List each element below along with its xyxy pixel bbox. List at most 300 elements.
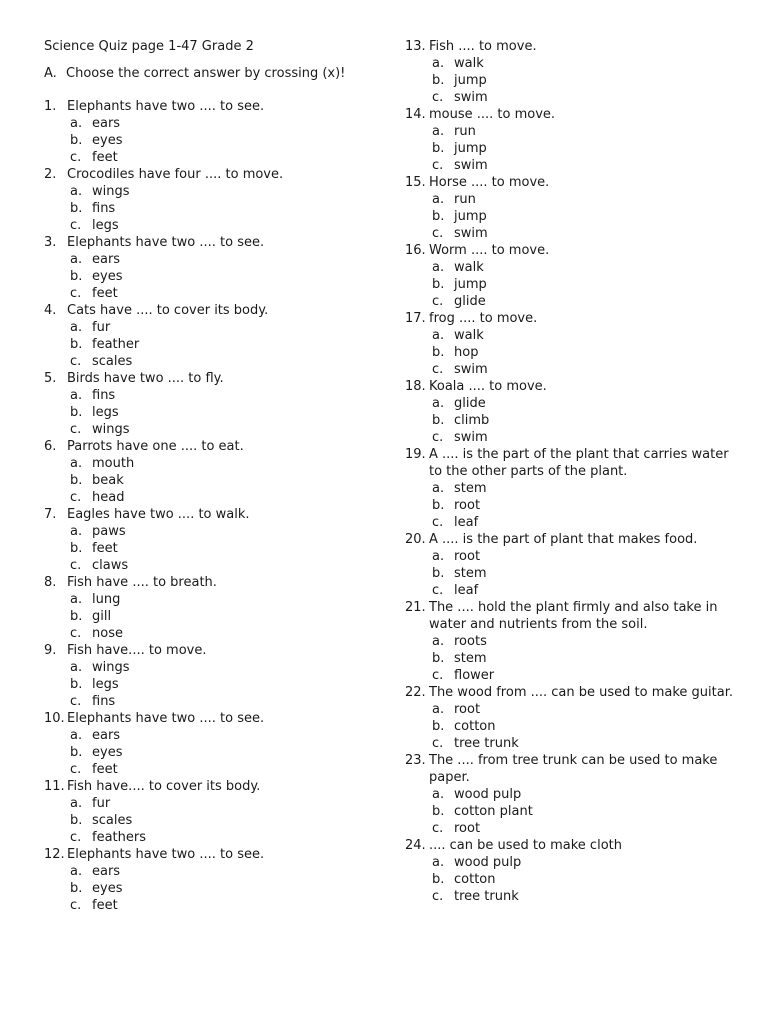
question-item [405, 242, 735, 310]
option-text: fur [92, 320, 111, 335]
option-text: legs [92, 405, 119, 420]
question-number: 24. [405, 838, 426, 853]
question-header [405, 38, 735, 55]
option-text: legs [92, 218, 119, 233]
instruction-section-letter: A. [44, 66, 57, 81]
option-text: hop [454, 345, 479, 360]
option-text: walk [454, 328, 484, 343]
answer-options [44, 387, 384, 438]
answer-options [405, 259, 735, 310]
option-text: fins [92, 694, 116, 709]
question-item [405, 599, 735, 684]
option-letter: b. [70, 813, 83, 828]
answer-option [44, 285, 384, 302]
answer-option [44, 455, 384, 472]
option-text: ears [92, 864, 121, 879]
question-number: 3. [44, 235, 57, 250]
option-text: swim [454, 158, 488, 173]
answer-options [405, 854, 735, 905]
question-header [44, 642, 384, 659]
question-item [405, 38, 735, 106]
answer-option [405, 718, 735, 735]
right-question-column [405, 38, 735, 905]
question-header [405, 531, 735, 548]
question-item [44, 370, 384, 438]
question-number: 12. [44, 847, 65, 862]
option-text: wood pulp [454, 855, 522, 870]
answer-options [405, 480, 735, 531]
answer-option [44, 880, 384, 897]
question-header [44, 98, 384, 115]
question-item [44, 302, 384, 370]
option-letter: c. [70, 762, 82, 777]
answer-option [405, 395, 735, 412]
answer-options [44, 115, 384, 166]
question-header [405, 684, 735, 701]
answer-option [405, 480, 735, 497]
option-letter: b. [432, 209, 445, 224]
answer-option [405, 667, 735, 684]
option-letter: c. [432, 362, 444, 377]
option-letter: c. [70, 558, 82, 573]
option-text: tree trunk [454, 889, 519, 904]
option-letter: c. [70, 626, 82, 641]
option-text: jump [454, 209, 487, 224]
option-letter: c. [70, 422, 82, 437]
option-letter: b. [70, 201, 83, 216]
question-header [44, 302, 384, 319]
option-text: climb [454, 413, 490, 428]
option-letter: a. [432, 260, 445, 275]
answer-option [44, 404, 384, 421]
option-text: lung [92, 592, 121, 607]
option-letter: c. [432, 430, 444, 445]
question-text: frog .... to move. [429, 311, 538, 326]
answer-options [44, 591, 384, 642]
option-text: cotton plant [454, 804, 533, 819]
option-text: feathers [92, 830, 146, 845]
question-number: 6. [44, 439, 57, 454]
option-letter: a. [70, 592, 83, 607]
answer-options [44, 455, 384, 506]
option-text: eyes [92, 269, 123, 284]
question-text: Fish have.... to move. [67, 643, 207, 658]
option-letter: a. [432, 328, 445, 343]
option-letter: c. [70, 490, 82, 505]
option-text: roots [454, 634, 487, 649]
answer-option [44, 608, 384, 625]
option-letter: c. [70, 694, 82, 709]
option-letter: b. [70, 745, 83, 760]
question-number: 22. [405, 685, 426, 700]
answer-option [44, 353, 384, 370]
option-text: leaf [454, 515, 479, 530]
option-text: gill [92, 609, 112, 624]
answer-option [405, 361, 735, 378]
question-text: .... can be used to make cloth [429, 838, 622, 853]
question-number: 5. [44, 371, 57, 386]
question-header [44, 234, 384, 251]
answer-option [405, 854, 735, 871]
question-text: Elephants have two .... to see. [67, 99, 265, 114]
option-letter: c. [70, 218, 82, 233]
answer-options [44, 523, 384, 574]
option-text: cotton [454, 872, 496, 887]
option-letter: a. [70, 796, 83, 811]
question-number: 2. [44, 167, 57, 182]
instruction [44, 65, 345, 82]
option-text: wood pulp [454, 787, 522, 802]
option-text: flower [454, 668, 495, 683]
option-letter: a. [432, 549, 445, 564]
option-text: fur [92, 796, 111, 811]
option-text: jump [454, 277, 487, 292]
option-letter: b. [432, 498, 445, 513]
answer-option [405, 650, 735, 667]
option-letter: a. [432, 396, 445, 411]
question-item [405, 531, 735, 599]
question-text: Fish have .... to breath. [67, 575, 217, 590]
option-text: scales [92, 354, 133, 369]
answer-option [405, 89, 735, 106]
question-text: Elephants have two .... to see. [67, 711, 265, 726]
answer-option [405, 888, 735, 905]
option-text: root [454, 702, 481, 717]
option-letter: a. [70, 524, 83, 539]
question-item [405, 837, 735, 905]
option-letter: a. [432, 702, 445, 717]
question-item [44, 166, 384, 234]
question-text: Cats have .... to cover its body. [67, 303, 269, 318]
question-number: 16. [405, 243, 426, 258]
answer-option [44, 183, 384, 200]
answer-option [405, 259, 735, 276]
option-letter: a. [432, 634, 445, 649]
answer-options [44, 727, 384, 778]
option-text: run [454, 124, 476, 139]
answer-option [405, 820, 735, 837]
option-text: stem [454, 651, 487, 666]
answer-option [44, 744, 384, 761]
question-number: 19. [405, 447, 426, 462]
option-letter: b. [432, 413, 445, 428]
question-header [405, 378, 735, 395]
question-header [44, 846, 384, 863]
question-text: Crocodiles have four .... to move. [67, 167, 284, 182]
question-number: 13. [405, 39, 426, 54]
option-text: eyes [92, 133, 123, 148]
answer-option [44, 676, 384, 693]
question-header [405, 752, 735, 786]
answer-option [44, 149, 384, 166]
question-item [44, 574, 384, 642]
question-header [44, 438, 384, 455]
answer-options [44, 795, 384, 846]
answer-option [405, 735, 735, 752]
answer-option [405, 208, 735, 225]
answer-option [405, 514, 735, 531]
question-number: 8. [44, 575, 57, 590]
option-letter: a. [70, 116, 83, 131]
answer-option [44, 591, 384, 608]
option-letter: a. [70, 252, 83, 267]
option-letter: b. [70, 337, 83, 352]
option-text: feet [92, 150, 118, 165]
option-text: fins [92, 201, 116, 216]
option-letter: b. [70, 609, 83, 624]
answer-option [44, 132, 384, 149]
answer-options [405, 701, 735, 752]
answer-options [405, 123, 735, 174]
question-text: Fish .... to move. [429, 39, 537, 54]
answer-options [44, 319, 384, 370]
answer-options [44, 183, 384, 234]
option-text: root [454, 821, 481, 836]
option-text: scales [92, 813, 133, 828]
option-letter: c. [70, 830, 82, 845]
answer-option [44, 489, 384, 506]
answer-option [405, 72, 735, 89]
answer-options [405, 395, 735, 446]
question-number: 7. [44, 507, 57, 522]
option-letter: c. [70, 354, 82, 369]
answer-option [405, 225, 735, 242]
option-letter: a. [432, 192, 445, 207]
option-letter: c. [432, 821, 444, 836]
question-number: 23. [405, 753, 426, 768]
option-text: nose [92, 626, 123, 641]
option-text: wings [92, 660, 130, 675]
question-header [405, 106, 735, 123]
option-text: feet [92, 762, 118, 777]
option-text: stem [454, 566, 487, 581]
option-text: swim [454, 362, 488, 377]
question-header [44, 778, 384, 795]
option-text: swim [454, 90, 488, 105]
question-text: Birds have two .... to fly. [67, 371, 224, 386]
answer-option [44, 659, 384, 676]
option-letter: c. [432, 668, 444, 683]
option-letter: c. [70, 150, 82, 165]
option-text: legs [92, 677, 119, 692]
answer-option [405, 123, 735, 140]
question-number: 18. [405, 379, 426, 394]
question-item [44, 642, 384, 710]
question-item [405, 378, 735, 446]
option-letter: a. [432, 481, 445, 496]
answer-option [405, 140, 735, 157]
question-number: 14. [405, 107, 426, 122]
option-text: feet [92, 286, 118, 301]
option-letter: b. [70, 405, 83, 420]
answer-option [405, 582, 735, 599]
option-letter: a. [70, 388, 83, 403]
question-number: 11. [44, 779, 65, 794]
answer-option [44, 761, 384, 778]
option-letter: a. [70, 728, 83, 743]
question-text: A .... is the part of the plant that carries water to the other parts of the plant. [429, 447, 729, 479]
question-header [44, 506, 384, 523]
answer-option [44, 557, 384, 574]
question-header [405, 310, 735, 327]
question-text: Elephants have two .... to see. [67, 847, 265, 862]
option-letter: c. [432, 736, 444, 751]
option-letter: a. [432, 787, 445, 802]
answer-option [405, 633, 735, 650]
answer-option [44, 200, 384, 217]
answer-options [44, 659, 384, 710]
option-text: wings [92, 422, 130, 437]
question-item [405, 174, 735, 242]
option-text: jump [454, 141, 487, 156]
question-item [44, 778, 384, 846]
answer-option [44, 387, 384, 404]
answer-option [405, 191, 735, 208]
option-text: swim [454, 430, 488, 445]
option-letter: b. [432, 345, 445, 360]
answer-options [44, 251, 384, 302]
answer-option [405, 293, 735, 310]
question-item [405, 106, 735, 174]
answer-option [405, 276, 735, 293]
option-text: wings [92, 184, 130, 199]
question-item [44, 234, 384, 302]
quiz-title: Science Quiz page 1-47 Grade 2 [44, 39, 254, 54]
answer-option [44, 863, 384, 880]
answer-option [405, 565, 735, 582]
option-letter: a. [432, 56, 445, 71]
answer-option [405, 497, 735, 514]
answer-option [405, 786, 735, 803]
answer-options [405, 55, 735, 106]
option-letter: b. [70, 881, 83, 896]
option-text: fins [92, 388, 116, 403]
answer-option [44, 319, 384, 336]
question-text: mouse .... to move. [429, 107, 556, 122]
question-text: Elephants have two .... to see. [67, 235, 265, 250]
option-text: claws [92, 558, 129, 573]
question-text: Eagles have two .... to walk. [67, 507, 250, 522]
question-item [405, 446, 735, 531]
option-letter: a. [70, 660, 83, 675]
answer-option [44, 336, 384, 353]
option-letter: c. [432, 90, 444, 105]
option-text: feet [92, 541, 118, 556]
answer-option [405, 412, 735, 429]
question-number: 20. [405, 532, 426, 547]
answer-option [44, 540, 384, 557]
option-text: root [454, 549, 481, 564]
answer-options [405, 191, 735, 242]
option-text: jump [454, 73, 487, 88]
answer-options [405, 633, 735, 684]
answer-options [405, 786, 735, 837]
question-item [44, 710, 384, 778]
question-header [44, 166, 384, 183]
option-letter: c. [432, 158, 444, 173]
answer-option [44, 251, 384, 268]
question-number: 21. [405, 600, 426, 615]
answer-option [405, 344, 735, 361]
question-text: Fish have.... to cover its body. [67, 779, 261, 794]
option-letter: b. [70, 473, 83, 488]
option-letter: b. [432, 804, 445, 819]
answer-option [44, 897, 384, 914]
question-item [405, 310, 735, 378]
answer-option [44, 268, 384, 285]
question-text: Koala .... to move. [429, 379, 547, 394]
option-letter: c. [432, 294, 444, 309]
option-letter: b. [432, 277, 445, 292]
option-letter: b. [70, 541, 83, 556]
question-header [405, 446, 735, 480]
option-letter: b. [70, 677, 83, 692]
answer-option [44, 795, 384, 812]
instruction-text: Choose the correct answer by crossing (x)! [66, 66, 346, 81]
option-letter: a. [70, 320, 83, 335]
question-item [44, 438, 384, 506]
question-text: Worm .... to move. [429, 243, 550, 258]
answer-option [405, 157, 735, 174]
option-text: glide [454, 396, 486, 411]
question-header [405, 242, 735, 259]
option-letter: a. [70, 864, 83, 879]
option-letter: b. [432, 566, 445, 581]
option-text: ears [92, 116, 121, 131]
option-text: feet [92, 898, 118, 913]
answer-option [44, 115, 384, 132]
question-text: A .... is the part of plant that makes food. [429, 532, 698, 547]
question-header [405, 599, 735, 633]
option-letter: b. [432, 872, 445, 887]
option-text: run [454, 192, 476, 207]
question-text: The wood from .... can be used to make guitar. [429, 685, 734, 700]
option-letter: b. [432, 73, 445, 88]
question-text: Parrots have one .... to eat. [67, 439, 244, 454]
question-header [44, 370, 384, 387]
question-number: 4. [44, 303, 57, 318]
option-text: eyes [92, 881, 123, 896]
option-letter: c. [432, 226, 444, 241]
option-text: beak [92, 473, 124, 488]
answer-option [405, 701, 735, 718]
question-number: 17. [405, 311, 426, 326]
option-letter: a. [432, 855, 445, 870]
answer-options [405, 548, 735, 599]
answer-option [405, 429, 735, 446]
question-item [405, 684, 735, 752]
answer-option [44, 421, 384, 438]
answer-option [44, 829, 384, 846]
question-number: 10. [44, 711, 65, 726]
option-text: leaf [454, 583, 479, 598]
option-text: head [92, 490, 125, 505]
question-number: 15. [405, 175, 426, 190]
option-text: glide [454, 294, 486, 309]
option-letter: c. [70, 286, 82, 301]
question-item [44, 846, 384, 914]
answer-options [44, 863, 384, 914]
question-text: The .... from tree trunk can be used to make paper. [429, 753, 718, 785]
question-item [44, 506, 384, 574]
option-letter: b. [70, 269, 83, 284]
question-text: Horse .... to move. [429, 175, 550, 190]
answer-option [44, 625, 384, 642]
option-letter: c. [432, 583, 444, 598]
option-text: root [454, 498, 481, 513]
question-text: The .... hold the plant firmly and also take in water and nutrients from the soil. [429, 600, 718, 632]
option-text: swim [454, 226, 488, 241]
